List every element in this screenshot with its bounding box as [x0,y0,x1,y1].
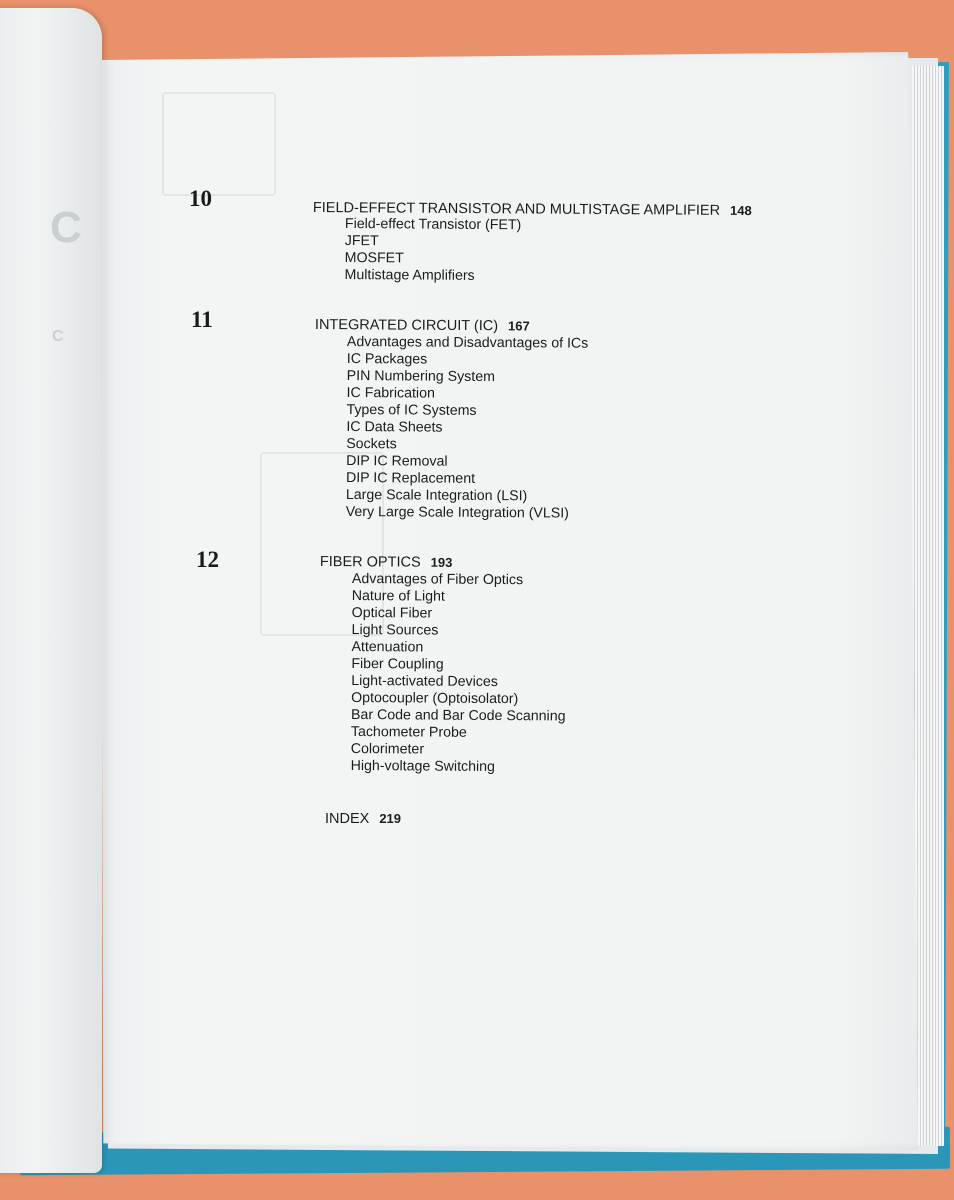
list-item: Tachometer Probe [350,723,467,741]
chapter-title-text: INTEGRATED CIRCUIT (IC) [314,317,499,335]
chapter-title-text: FIBER OPTICS [319,554,421,571]
list-item: Multistage Amplifiers [344,266,475,284]
list-item: High-voltage Switching [350,757,496,776]
list-item: IC Packages [346,350,428,368]
list-item: Advantages of Fiber Optics [351,571,524,589]
list-item: Optical Fiber [351,604,433,622]
index-entry[interactable] [325,811,401,827]
chapter-number: 10 [189,186,212,211]
list-item: DIP IC Replacement [345,469,476,487]
list-item: Light-activated Devices [351,672,498,691]
list-item: IC Data Sheets [346,418,443,436]
page-edges [912,66,944,1146]
left-page [0,8,102,1173]
list-item: Large Scale Integration (LSI) [345,486,528,505]
page-number: 219 [379,811,402,826]
list-item: Nature of Light [351,587,445,605]
list-item: DIP IC Removal [346,452,448,470]
list-item: Types of IC Systems [346,401,477,419]
index-label: INDEX [325,811,370,827]
page-number: 148 [730,202,752,219]
list-item: Advantages and Disadvantages of ICs [346,334,589,352]
list-item: PIN Numbering System [346,367,495,386]
list-item: Light Sources [351,621,439,639]
list-item: MOSFET [344,249,404,267]
page-number: 193 [430,554,453,570]
list-item: Bar Code and Bar Code Scanning [350,706,566,725]
topic-list [345,216,522,285]
list-item: IC Fabrication [346,384,435,402]
chapter-title[interactable] [315,317,530,334]
chapter-number: 11 [191,307,213,332]
left-page-bleed: C [52,328,64,345]
list-item: Fiber Coupling [351,655,444,673]
page-number: 167 [508,318,530,334]
bleed-through-heading [300,122,309,161]
list-item: Colorimeter [350,740,425,758]
list-item: Optocoupler (Optoisolator) [351,689,519,708]
list-item: Attenuation [351,638,424,656]
topic-list [346,334,589,523]
topic-list [351,571,567,776]
list-item: Very Large Scale Integration (VLSI) [345,503,569,522]
list-item: Field-effect Transistor (FET) [344,216,522,234]
bleed-through-box [162,92,276,196]
list-item: Sockets [346,435,397,453]
chapter-title-text: FIELD-EFFECT TRANSISTOR AND MULTISTAGE AMPLIFIER [312,200,721,219]
left-page-bleed: C [50,203,82,252]
list-item: JFET [344,232,379,250]
chapter-number: 12 [196,547,219,572]
chapter-title[interactable] [320,554,453,571]
